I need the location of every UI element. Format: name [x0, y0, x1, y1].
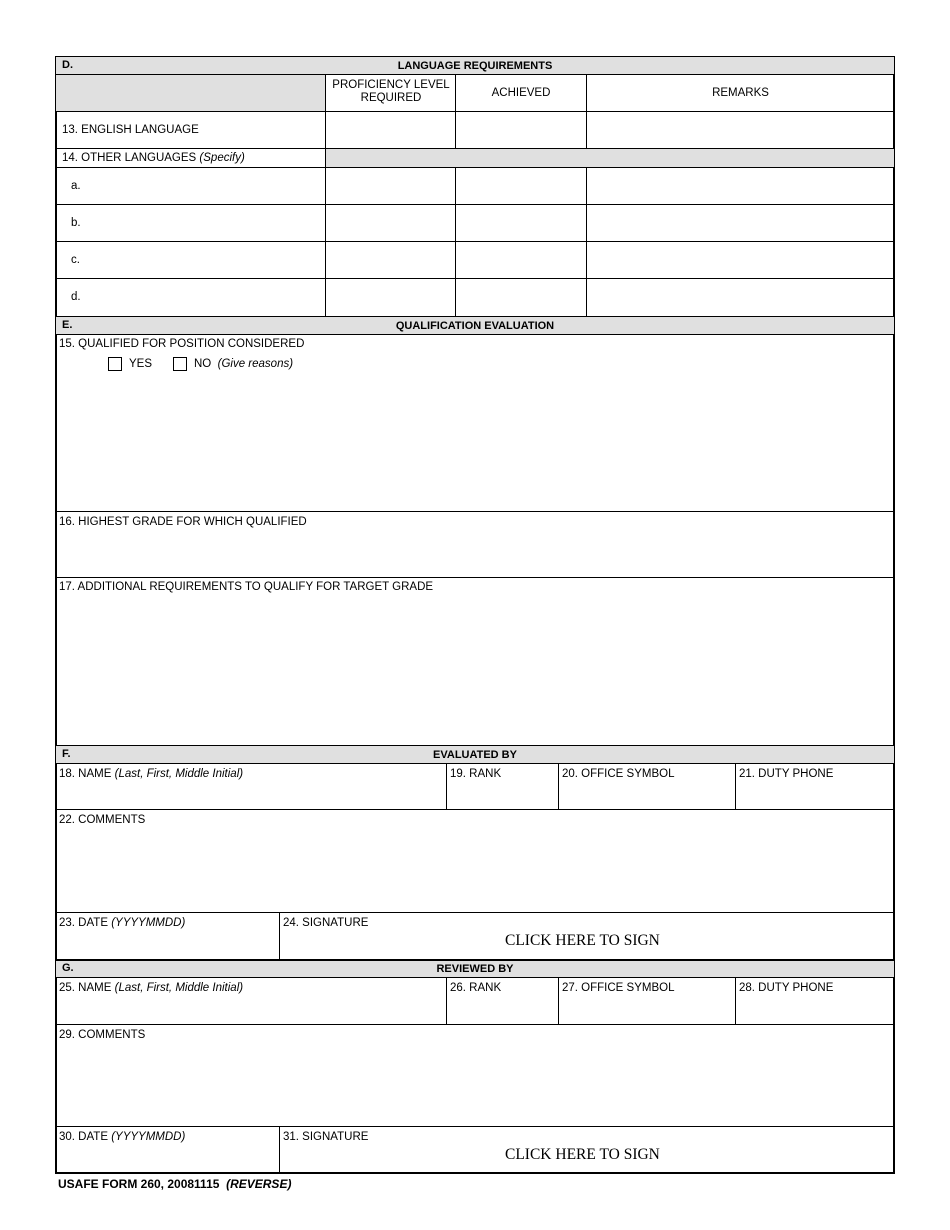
language-row-c-remarks-field[interactable]	[587, 242, 894, 278]
language-row-b-proficiency-field[interactable]	[326, 205, 455, 241]
language-row-d-name-field[interactable]	[80, 279, 325, 316]
section-e-title: QUALIFICATION EVALUATION	[395, 320, 555, 332]
form-footer: USAFE FORM 260, 20081115 (REVERSE)	[58, 1177, 292, 1191]
section-g-title: REVIEWED BY	[436, 963, 514, 975]
language-header-blank	[56, 75, 325, 111]
item-31-signature-label: 31. SIGNATURE	[283, 1131, 369, 1143]
item-23-date-label: 23. DATE (YYYYMMDD)	[59, 917, 186, 929]
evaluator-date-field[interactable]	[56, 932, 279, 958]
reviewer-date-field[interactable]	[56, 1146, 279, 1172]
item-30-date-label: 30. DATE (YYYYMMDD)	[59, 1131, 186, 1143]
evaluator-duty-phone-field[interactable]	[736, 783, 894, 809]
language-row-d-label: d.	[71, 291, 81, 303]
language-row-b-name-field[interactable]	[80, 205, 325, 241]
item-22-comments-label: 22. COMMENTS	[59, 814, 146, 826]
language-row-c-label: c.	[71, 254, 80, 266]
language-row-d-achieved-field[interactable]	[456, 279, 586, 316]
language-row-a-remarks-field[interactable]	[587, 168, 894, 204]
item-27-office-symbol-label: 27. OFFICE SYMBOL	[562, 982, 675, 994]
english-remarks-field[interactable]	[587, 112, 894, 148]
evaluator-office-symbol-field[interactable]	[559, 783, 735, 809]
item-18-name-label: 18. NAME (Last, First, Middle Initial)	[59, 768, 244, 780]
item-16-highest-grade-label: 16. HIGHEST GRADE FOR WHICH QUALIFIED	[59, 516, 307, 528]
item-26-rank-label: 26. RANK	[450, 982, 502, 994]
english-proficiency-required-field[interactable]	[326, 112, 455, 148]
col-proficiency-level-required: PROFICIENCY LEVEL REQUIRED	[332, 79, 450, 104]
language-row-c-proficiency-field[interactable]	[326, 242, 455, 278]
english-achieved-field[interactable]	[456, 112, 586, 148]
language-row-d-proficiency-field[interactable]	[326, 279, 455, 316]
language-row-a-name-field[interactable]	[80, 168, 325, 204]
section-g-letter: G.	[62, 962, 74, 974]
reviewer-rank-field[interactable]	[447, 997, 558, 1024]
item-25-name-label: 25. NAME (Last, First, Middle Initial)	[59, 982, 244, 994]
item-14-other-languages: 14. OTHER LANGUAGES (Specify)	[62, 152, 245, 164]
item-17-additional-requirements-label: 17. ADDITIONAL REQUIREMENTS TO QUALIFY FOR TARGET GRADE	[59, 581, 434, 593]
item-16-highest-grade-field[interactable]	[56, 530, 894, 576]
evaluator-name-field[interactable]	[56, 783, 446, 809]
language-row-a-proficiency-field[interactable]	[326, 168, 455, 204]
reviewer-name-field[interactable]	[56, 997, 446, 1024]
section-e-letter: E.	[62, 319, 73, 331]
yes-checkbox[interactable]	[108, 357, 122, 371]
item-13-english-language: 13. ENGLISH LANGUAGE	[62, 124, 199, 136]
language-row-c-name-field[interactable]	[80, 242, 325, 278]
reviewer-signature-button[interactable]: CLICK HERE TO SIGN	[505, 1146, 660, 1163]
no-label: NO (Give reasons)	[194, 358, 294, 370]
language-row-a-achieved-field[interactable]	[456, 168, 586, 204]
language-row-a-label: a.	[71, 180, 81, 192]
section-f-letter: F.	[62, 748, 71, 760]
item-29-comments-label: 29. COMMENTS	[59, 1029, 146, 1041]
item-19-rank-label: 19. RANK	[450, 768, 502, 780]
language-row-d-remarks-field[interactable]	[587, 279, 894, 316]
item-15-reasons-field[interactable]	[56, 376, 894, 511]
language-row-c-achieved-field[interactable]	[456, 242, 586, 278]
col-remarks: REMARKS	[712, 87, 769, 99]
reviewer-office-symbol-field[interactable]	[559, 997, 735, 1024]
language-row-b-achieved-field[interactable]	[456, 205, 586, 241]
evaluator-signature-button[interactable]: CLICK HERE TO SIGN	[505, 932, 660, 949]
item-24-signature-label: 24. SIGNATURE	[283, 917, 369, 929]
item-17-additional-requirements-field[interactable]	[56, 596, 894, 745]
item-28-duty-phone-label: 28. DUTY PHONE	[739, 982, 834, 994]
col-achieved: ACHIEVED	[491, 87, 551, 99]
evaluator-comments-field[interactable]	[56, 829, 894, 912]
reviewer-duty-phone-field[interactable]	[736, 997, 894, 1024]
item-15-qualified-label: 15. QUALIFIED FOR POSITION CONSIDERED	[59, 338, 305, 350]
yes-label: YES	[129, 358, 153, 370]
reviewer-comments-field[interactable]	[56, 1044, 894, 1126]
evaluator-rank-field[interactable]	[447, 783, 558, 809]
item-14-shaded-area	[326, 149, 894, 167]
section-d-letter: D.	[62, 59, 73, 71]
language-row-b-label: b.	[71, 217, 81, 229]
section-f-title: EVALUATED BY	[433, 749, 517, 761]
no-checkbox[interactable]	[173, 357, 187, 371]
language-row-b-remarks-field[interactable]	[587, 205, 894, 241]
item-21-duty-phone-label: 21. DUTY PHONE	[739, 768, 834, 780]
section-d-title: LANGUAGE REQUIREMENTS	[397, 60, 553, 72]
item-20-office-symbol-label: 20. OFFICE SYMBOL	[562, 768, 675, 780]
